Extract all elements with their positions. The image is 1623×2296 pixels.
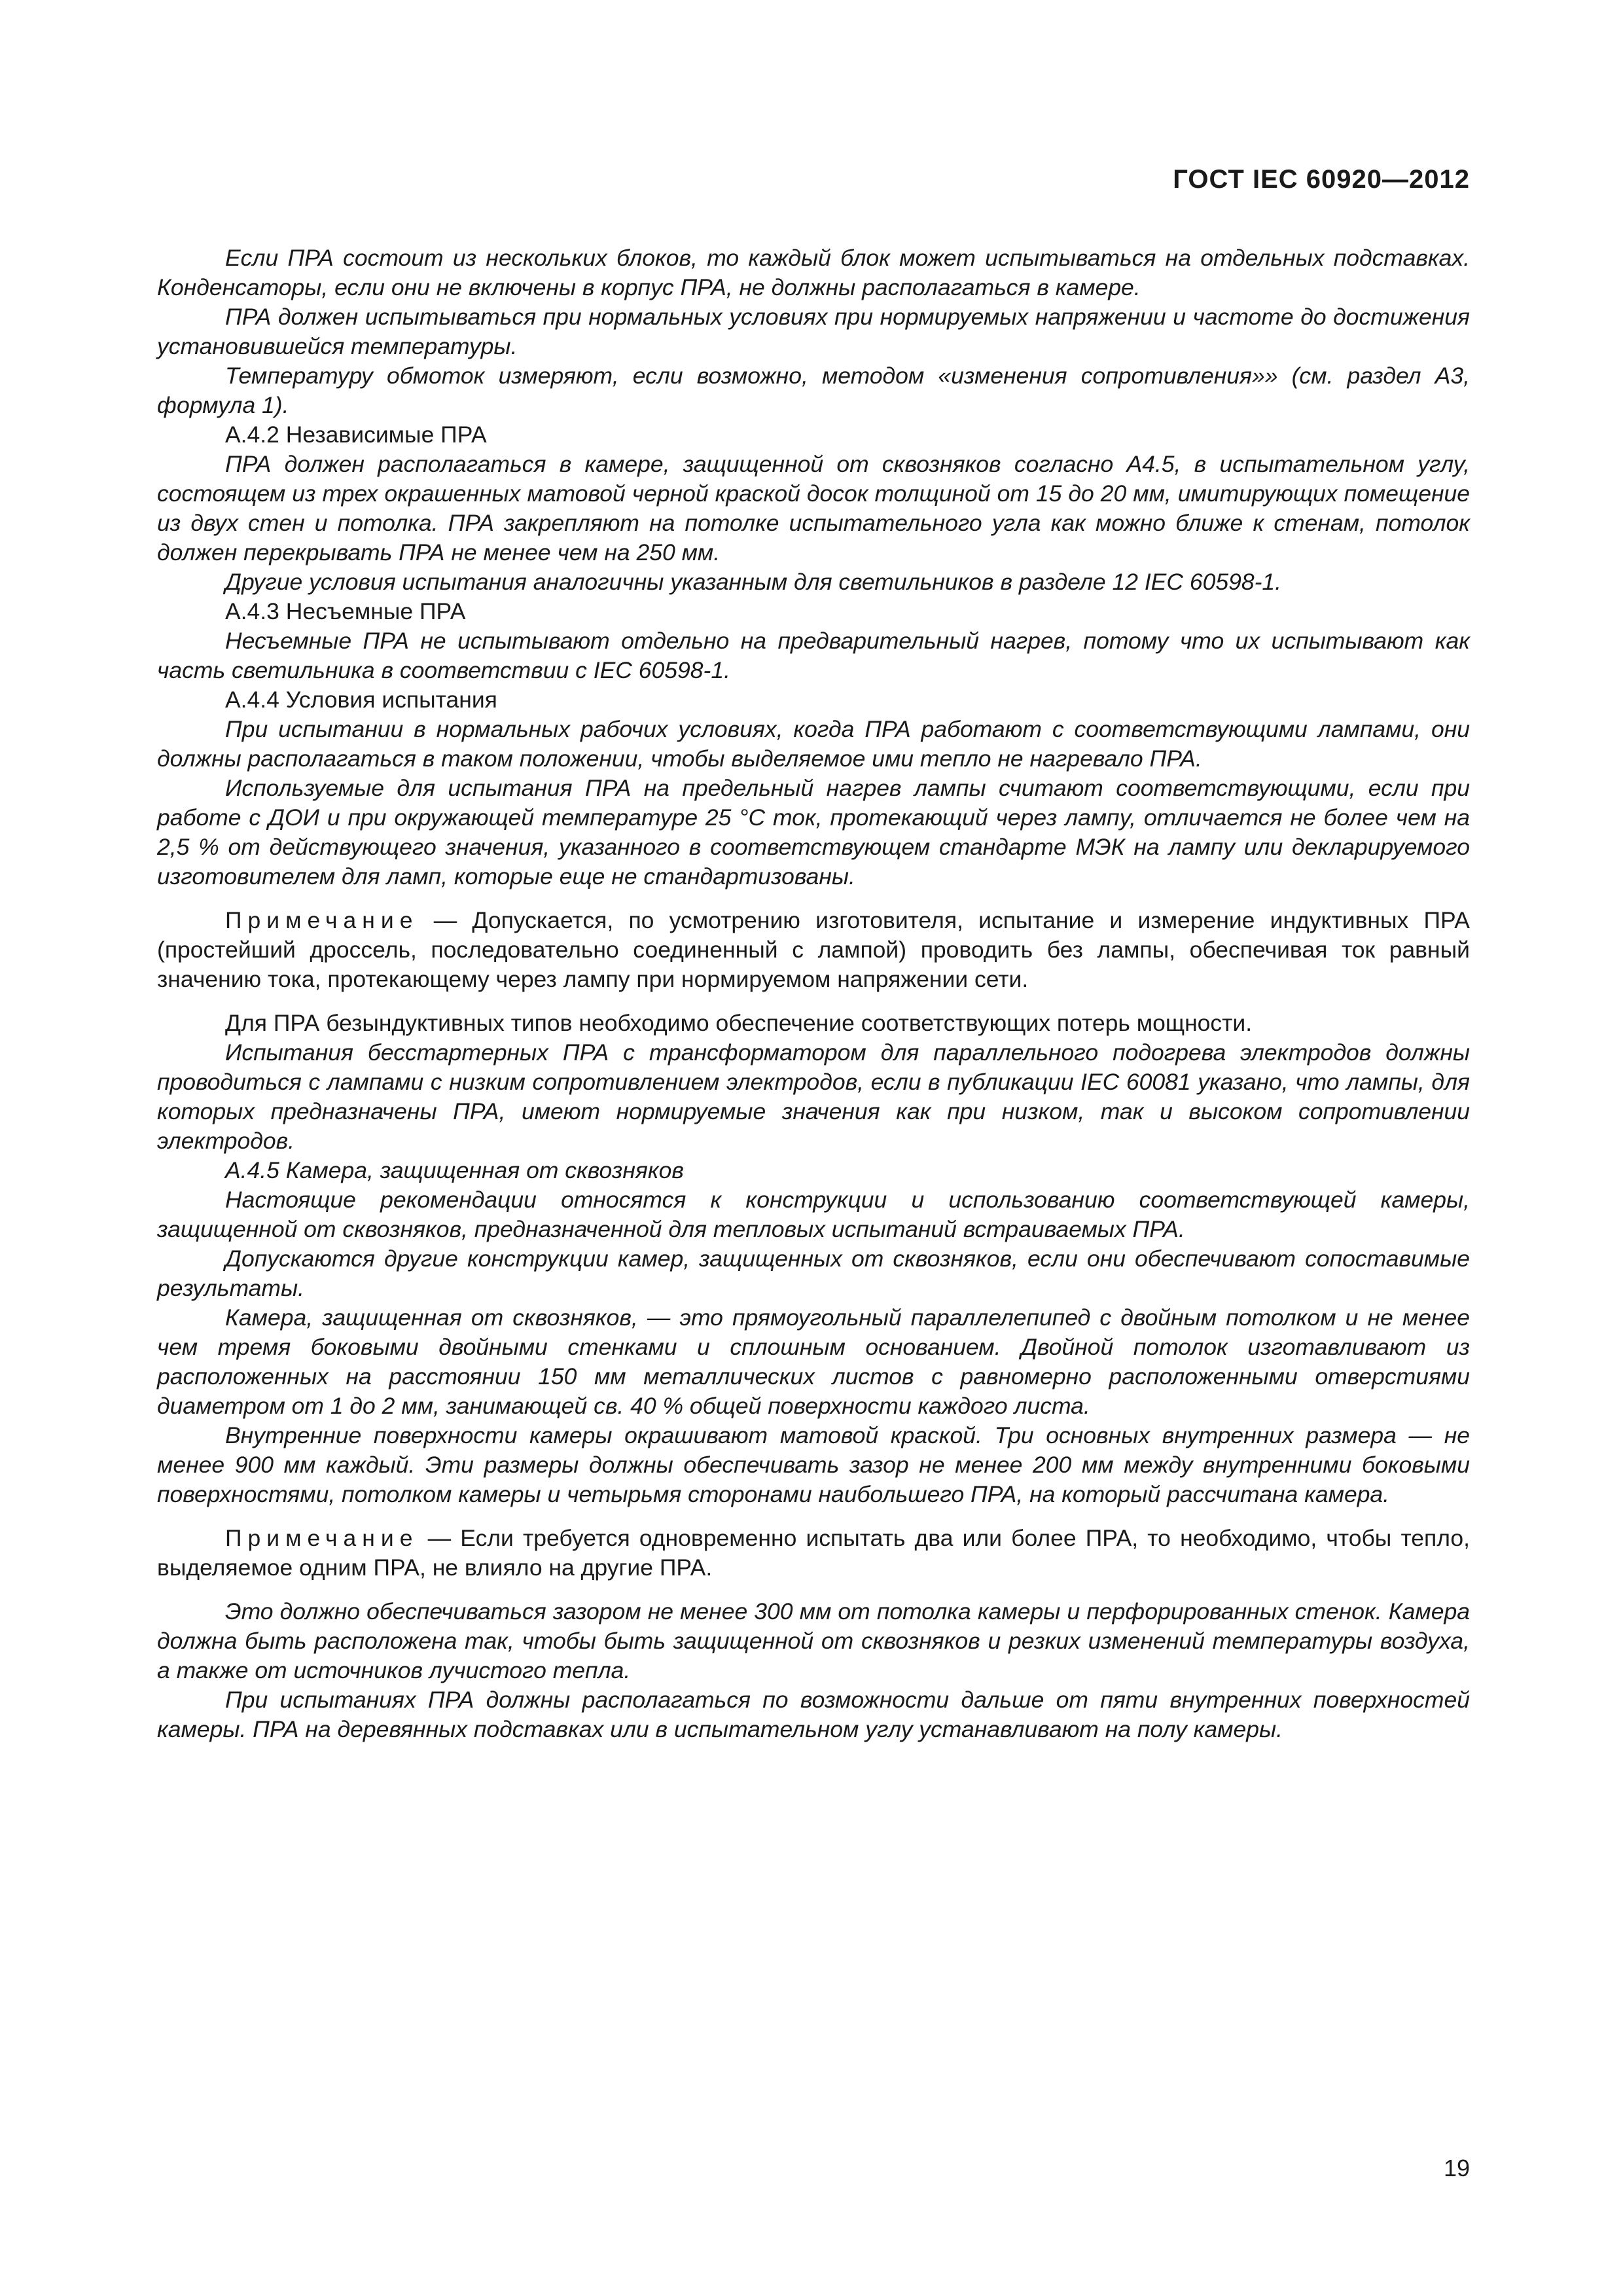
paragraph: ПРА должен испытываться при нормальных условиях при нормируемых напряжении и частоте до достижения установившейся температуры.	[157, 304, 1470, 359]
paragraph: Несъемные ПРА не испытывают отдельно на предварительный нагрев, потому что их испытывают как часть светильника в соответствии с IEC 60598-1.	[157, 628, 1470, 683]
paragraph: При испытаниях ПРА должны располагаться по возможности дальше от пяти внутренних поверхностей камеры. ПРА на деревянных подставках или в испытательном углу устанавливают на полу камеры.	[157, 1687, 1470, 1742]
paragraph: Если ПРА состоит из нескольких блоков, то каждый блок может испытываться на отдельных подставках. Конденсаторы, если они не включены в корпус ПРА, не должны располагаться в камере.	[157, 245, 1470, 300]
note-2	[157, 1524, 1470, 1583]
document-body	[157, 243, 1470, 1744]
note-text: — Если требуется одновременно испытать два или более ПРА, то необходимо, чтобы тепло, выделяемое одним ПРА, не влияло на другие ПРА.	[157, 1525, 1470, 1581]
paragraph: Используемые для испытания ПРА на предельный нагрев лампы считают соответствующими, если при работе с ДОИ и при окружающей температуре 25 °С ток, протекающий через лампу, отличается не более чем на 2,5 % от действующего значения, указанного в соответствующем стандарте МЭК на лампу или декларируемого изготовителем для ламп, которые еще не стандартизованы.	[157, 775, 1470, 889]
paragraph: При испытании в нормальных рабочих условиях, когда ПРА работают с соответствующими лампами, они должны располагаться в таком положении, чтобы выделяемое ими тепло не нагревало ПРА.	[157, 716, 1470, 772]
section-heading-text: А.4.2 Независимые ПРА	[225, 422, 487, 448]
paragraph: Другие условия испытания аналогичны указанным для светильников в разделе 12 IEC 60598-1.	[225, 569, 1282, 595]
paragraph: Испытания бесстартерных ПРА с трансформатором для параллельного подогрева электродов должны проводиться с лампами с низким сопротивлением электродов, если в публикации IEC 60081 указано, что лампы, для которых предназначены ПРА, имеют нормируемые значения как при низком, так и высоком сопротивлении электродов.	[157, 1039, 1470, 1154]
paragraph: Для ПРА безындуктивных типов необходимо обеспечение соответствующих потерь мощности.	[225, 1010, 1253, 1036]
note-text: — Допускается, по усмотрению изготовителя, испытание и измерение индуктивных ПРА (простейший дроссель, последовательно соединенный с лампой) проводить без лампы, обеспечивая ток равный значению тока, протекающему через лампу при нормируемом напряжении сети.	[157, 907, 1470, 992]
paragraph: Настоящие рекомендации относятся к конструкции и использованию соответствующей камеры, защищенной от сквозняков, предназначенной для тепловых испытаний встраиваемых ПРА.	[157, 1187, 1470, 1242]
section-heading-a45: А.4.5 Камера, защищенная от сквозняков	[225, 1157, 684, 1183]
paragraph: Температуру обмоток измеряют, если возможно, методом «изменения сопротивления»» (см. раздел А3, формула 1).	[157, 363, 1470, 418]
section-heading-a43: А.4.3 Несъемные ПРА	[225, 598, 466, 624]
paragraph: Внутренние поверхности камеры окрашивают матовой краской. Три основных внутренних размера — не менее 900 мм каждый. Эти размеры должны обеспечивать зазор не менее 200 мм между внутренними боковыми поверхностями, потолком камеры и четырьмя сторонами наибольшего ПРА, на который рассчитана камера.	[157, 1422, 1470, 1507]
paragraph: Камера, защищенная от сквозняков, — это прямоугольный параллелепипед с двойным потолком и не менее чем тремя боковыми двойными стенками и сплошным основанием. Двойной потолок изготавливают из расположенных на расстоянии 150 мм металлических листов с равномерно расположенными отверстиями диаметром от 1 до 2 мм, занимающей св. 40 % общей поверхности каждого листа.	[157, 1304, 1470, 1419]
section-heading-a44: А.4.4 Условия испытания	[225, 687, 497, 713]
note-label: Примечание	[225, 1525, 419, 1551]
document-header: ГОСТ IEC 60920—2012	[1173, 165, 1470, 194]
page-number: 19	[1443, 2155, 1470, 2181]
note-label: Примечание	[225, 907, 419, 933]
paragraph: Это должно обеспечиваться зазором не менее 300 мм от потолка камеры и перфорированных стенок. Камера должна быть расположена так, чтобы быть защищенной от сквозняков и резких изменений температуры воздуха, а также от источников лучистого тепла.	[157, 1598, 1470, 1683]
note-1	[157, 906, 1470, 994]
paragraph: ПРА должен располагаться в камере, защищенной от сквозняков согласно А4.5, в испытательном углу, состоящем из трех окрашенных матовой черной краской досок толщиной от 15 до 20 мм, имитирующих помещение из двух стен и потолка. ПРА закрепляют на потолке испытательного угла как можно ближе к стенам, потолок должен перекрывать ПРА не менее чем на 250 мм.	[157, 451, 1470, 565]
paragraph: Допускаются другие конструкции камер, защищенных от сквозняков, если они обеспечивают сопоставимые результаты.	[157, 1246, 1470, 1301]
section-heading-a42	[157, 420, 1470, 450]
